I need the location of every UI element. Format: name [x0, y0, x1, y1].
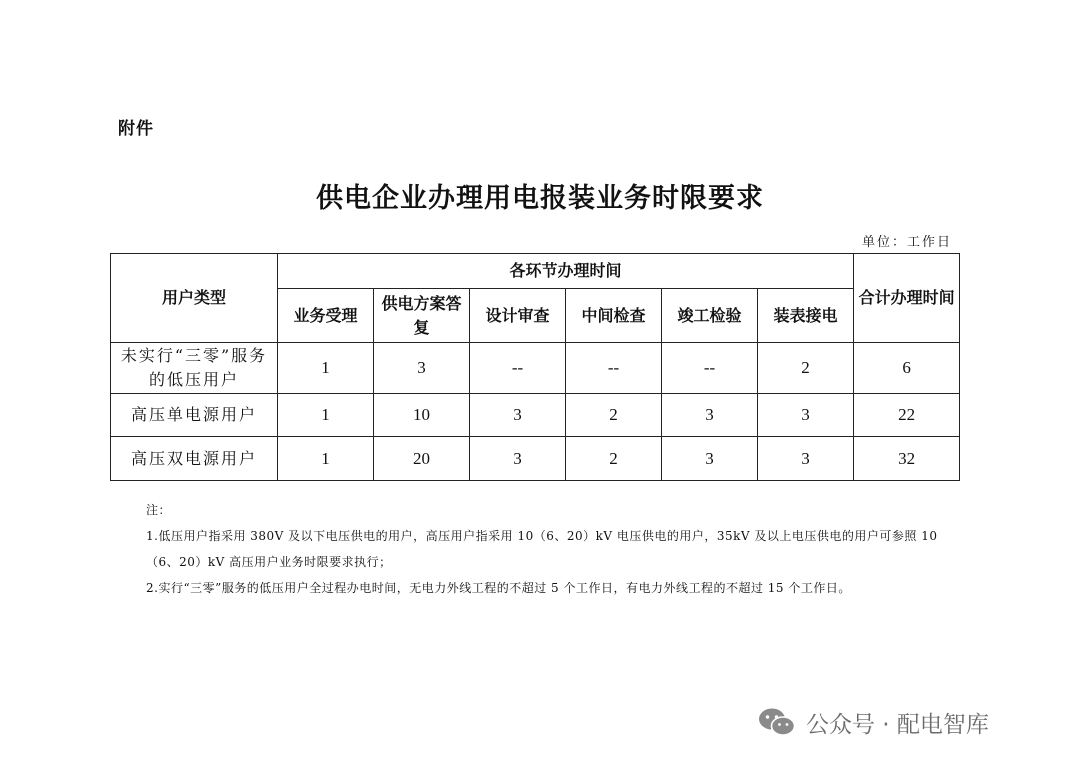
cell-total: 22 — [854, 394, 960, 437]
cell-value: 3 — [758, 394, 854, 437]
cell-value: 3 — [374, 343, 470, 394]
watermark — [758, 704, 989, 740]
header-stage: 供电方案答复 — [374, 289, 470, 343]
cell-value: 1 — [278, 437, 374, 481]
watermark-text: 公众号 · 配电智库 — [806, 711, 989, 738]
header-stage: 装表接电 — [758, 289, 854, 343]
notes-section — [118, 497, 960, 601]
table-row — [111, 343, 960, 394]
cell-value: 3 — [470, 394, 566, 437]
cell-value: 2 — [758, 343, 854, 394]
cell-value: 1 — [278, 343, 374, 394]
cell-value: 3 — [470, 437, 566, 481]
row-label: 高压双电源用户 — [111, 437, 278, 481]
cell-value: 3 — [662, 394, 758, 437]
cell-value: 3 — [662, 437, 758, 481]
notes-heading: 注： — [146, 503, 172, 517]
header-row-1 — [111, 254, 960, 289]
cell-value: -- — [470, 343, 566, 394]
cell-value: 20 — [374, 437, 470, 481]
header-stage: 中间检查 — [566, 289, 662, 343]
header-stage: 竣工检验 — [662, 289, 758, 343]
note-item: 1.低压用户指采用 380V 及以下电压供电的用户，高压用户指采用 10（6、20）kV 电压供电的用户，35kV 及以上电压供电的用户可参照 10（6、20）kV 高压用户业务时限要求执行； — [146, 529, 938, 569]
cell-value: 1 — [278, 394, 374, 437]
header-stage-group: 各环节办理时间 — [278, 254, 854, 289]
wechat-icon — [758, 707, 796, 737]
cell-value: 2 — [566, 437, 662, 481]
note-item: 2.实行“三零”服务的低压用户全过程办电时间，无电力外线工程的不超过 5 个工作日，有电力外线工程的不超过 15 个工作日。 — [146, 581, 851, 595]
attachment-label: 附件 — [118, 119, 154, 139]
cell-value: 10 — [374, 394, 470, 437]
header-stage: 设计审查 — [470, 289, 566, 343]
time-limits-table — [110, 253, 960, 481]
unit-label: 单位：工作日 — [861, 235, 952, 250]
cell-total: 6 — [854, 343, 960, 394]
cell-value: -- — [566, 343, 662, 394]
table-row — [111, 437, 960, 481]
row-label: 未实行“三零”服务的低压用户 — [111, 343, 278, 394]
header-total: 合计办理时间 — [854, 254, 960, 343]
header-user-type: 用户类型 — [111, 254, 278, 343]
cell-value: 3 — [758, 437, 854, 481]
cell-total: 32 — [854, 437, 960, 481]
header-stage: 业务受理 — [278, 289, 374, 343]
document-title: 供电企业办理用电报装业务时限要求 — [316, 183, 764, 214]
table-row — [111, 394, 960, 437]
cell-value: -- — [662, 343, 758, 394]
cell-value: 2 — [566, 394, 662, 437]
row-label: 高压单电源用户 — [111, 394, 278, 437]
